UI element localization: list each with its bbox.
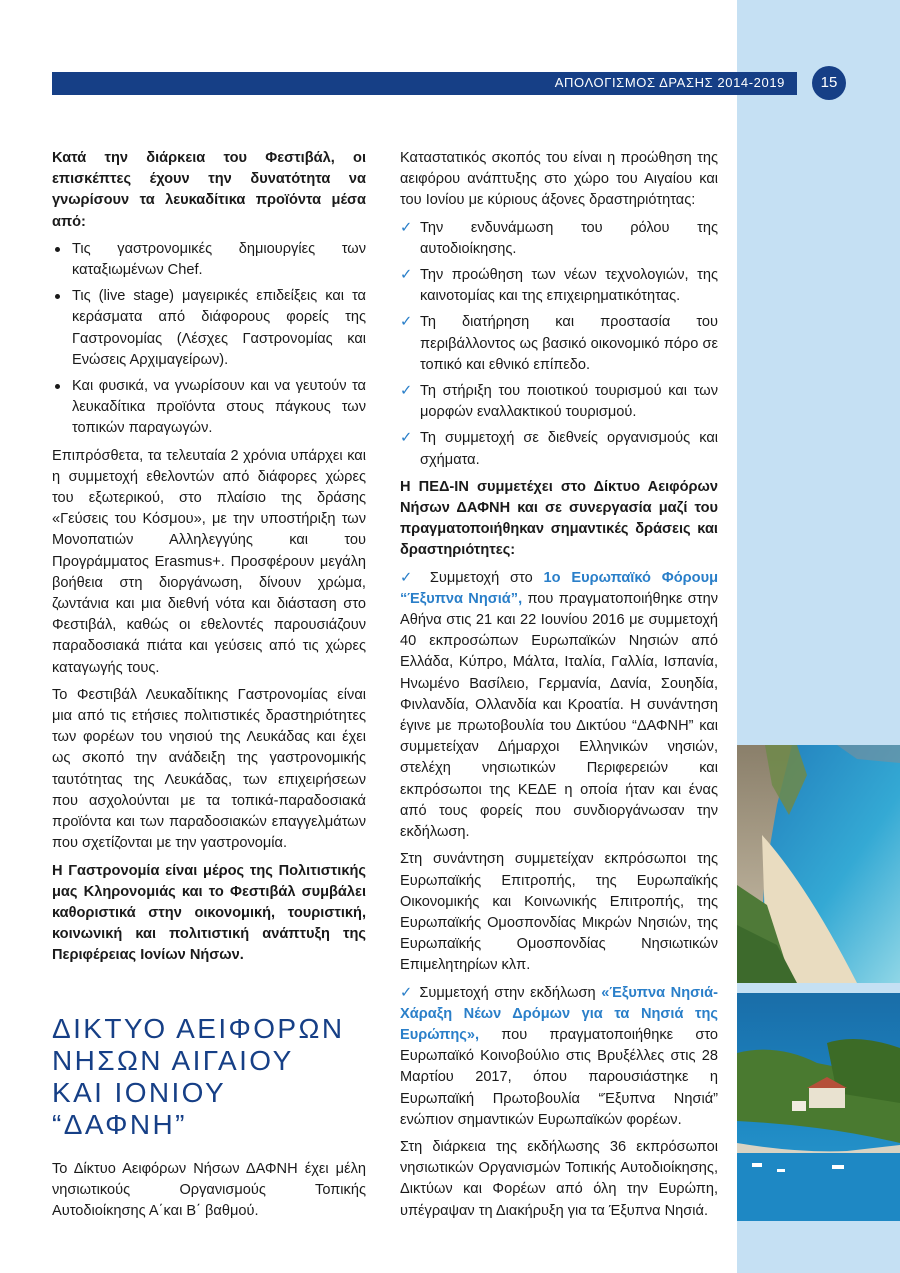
event-title: «Έξυπνα Νησιά-Χάραξη Νέων Δρόμων για τα Νησιά της Ευρώπης», [400,984,718,1043]
forum-paragraph: ✓ Συμμετοχή στο 1ο Ευρωπαϊκό Φόρουμ “Έξυπνα Νησιά”, που πραγματοποιήθηκε στην Αθήνα στις 21 και 22 Ιουνίου 2016 με συμμετοχή 40 εκπροσώπων Ευρωπαϊκών Νησιών από Ελλάδα, Κύπρο, Μάλτα, Ιταλία, Γαλλία, Ισπανία, Ηνωμένο Βασίλειο, Γερμανία, Δανία, Σουηδία, Φινλανδία, Ολλανδία και Κροατία. Η συνάντηση έγινε με πρωτοβουλία του Δικτύου “ΔΑΦΝΗ” και συμμετείχαν Δήμαρχοι Ελληνικών νησιών, στελέχη νησιωτικών Περιφερειών και εκπρόσωποι της ΚΕΔΕ η οποία ήταν και ένας από τους φορείς που συνδιοργάνωσαν την εκδήλωση. [400,569,719,841]
network-paragraph: Το Δίκτυο Αειφόρων Νήσων ΔΑΦΝΗ έχει μέλη νησιωτικούς Οργανισμούς Τοπικής Αυτοδιοίκησης Α΄και Β΄ βαθμού. [52,1160,366,1219]
harbor-photo [737,993,900,1221]
declaration-paragraph: Στη διάρκεια της εκδήλωσης 36 εκπρόσωποι νησιωτικών Οργανισμών Τοπικής Αυτοδιοίκησης, Δικτύων και Φορέων από όλη την Ευρώπη, υπέγραψαν τη Διακήρυξη για τα Έξυπνα Νησιά. [400,1138,718,1219]
list-item: Και φυσικά, να γνωρίσουν και να γευτούν τα λευκαδίτικα προϊόντα στους πάγκους των τοπικών παραγωγών. [52,376,366,440]
list-item: Τις γαστρονομικές δημιουργίες των καταξιωμένων Chef. [52,239,366,281]
list-item: ✓ Την ενδυνάμωση του ρόλου της αυτοδιοίκησης. [400,219,718,257]
check-list [400,218,718,471]
list-item: Τις (live stage) μαγειρικές επιδείξεις και τα κεράσματα από διάφορους φορείς της Γαστρονομίας (Λέσχες Γαστρονομίας και Ενώσεις Αρχιμαγείρων). [52,286,366,371]
list-item: ✓ Την προώθηση των νέων τεχνολογιών, της καινοτομίας και της επιχειρηματικότητας. [400,267,718,305]
volunteers-paragraph: Επιπρόσθετα, τα τελευταία 2 χρόνια υπάρχει και η συμμετοχή εθελοντών από διάφορες χώρες του εξωτερικού, στο πλαίσιο της δράσης «Γεύσεις του Κόσμου», με την υποστήριξη των Μονοπατιών Αλληλεγγύης και του Προγράμματος Erasmus+. Προσφέρουν μεγάλη βοήθεια στη διοργάνωση, δίνουν χρώμα, ζωντάνια και μια διεθνή νότα και διάσταση στο Φεστιβάλ, καθώς οι εθελοντές παρουσιάζουν παραδοσιακά πιάτα και γεύσεις από τις χώρες καταγωγής τους. [52,447,366,676]
bullet-list [52,239,366,440]
participants-paragraph: Στη συνάντηση συμμετείχαν εκπρόσωποι της Ευρωπαϊκής Επιτροπής, της Ευρωπαϊκής Οικονομικής και Κοινωνικής Επιτροπής, της Ευρωπαϊκής Ομοσπονδίας Μικρών Νησιών, της Ευρωπαϊκής Ομοσπονδίας Νησιωτικών Επιμελητηρίων κλπ. [400,851,718,974]
intro-paragraph: Κατά την διάρκεια του Φεστιβάλ, οι επισκέπτες έχουν την δυνατότητα να γνωρίσουν τα λευκαδίτικα προϊόντα μέσα από: [52,150,366,230]
section-heading [52,1013,366,1141]
list-item: ✓ Τη συμμετοχή σε διεθνείς οργανισμούς και σχήματα. [400,430,718,468]
check-icon: ✓ [400,383,413,400]
heading-line: ΔΙΚΤΥΟ ΑΕΙΦΟΡΩΝ [52,1012,345,1044]
heritage-paragraph: Η Γαστρονομία είναι μέρος της Πολιτιστικής μας Κληρονομιάς και το Φεστιβάλ συμβάλει καθοριστικά στην οικονομική, τουριστική, κοινωνική και πολιτιστική ανάπτυξη της Περιφέρειας Ιονίων Νήσων. [52,862,366,964]
left-column [52,148,366,1228]
beach-photo [737,745,900,983]
check-icon: ✓ [400,984,414,1001]
check-icon: ✓ [400,569,419,586]
right-column [400,148,718,1228]
list-item: ✓ Τη διατήρηση και προστασία του περιβάλλοντος ως βασικό οικονομικό πόρο σε τοπικό και εθνικό επίπεδο. [400,314,718,373]
forum-title: 1ο Ευρωπαϊκό Φόρουμ “Έξυπνα Νησιά”, [400,569,719,607]
header-title: ΑΠΟΛΟΓΙΣΜΟΣ ΔΡΑΣΗΣ 2014-2019 [554,75,785,90]
header-bar [52,72,797,95]
heading-line: ΝΗΣΩΝ ΑΙΓΑΙΟΥ [52,1044,294,1076]
heading-line: ΚΑΙ ΙΟΝΙΟΥ [52,1076,227,1108]
event-paragraph: ✓ Συμμετοχή στην εκδήλωση «Έξυπνα Νησιά-Χάραξη Νέων Δρόμων για τα Νησιά της Ευρώπης», που πραγματοποιήθηκε στο Ευρωπαϊκό Κοινοβούλιο στις Βρυξέλλες στις 28 Μαρτίου 2017, όπου παρουσιάστηκε η Ευρωπαϊκή Πρωτοβουλία “Έξυπνα Νησιά” ενώπιον σημαντικών Ευρωπαϊκών φορέων. [400,984,718,1128]
collaboration-paragraph: Η ΠΕΔ-ΙΝ συμμετέχει στο Δίκτυο Αειφόρων Νήσων ΔΑΦΝΗ και σε συνεργασία μαζί του πραγματοποιήθηκαν σημαντικές δράσεις και δραστηριότητες: [400,478,718,559]
festival-paragraph: Το Φεστιβάλ Λευκαδίτικης Γαστρονομίας είναι μια από τις ετήσιες πολιτιστικές δραστηριότητες των φορέων του νησιού της Λευκάδας και έχει ως σκοπό την ανάδειξη της γαστρονομικής ταυτότητας της Λευκάδας, των επιχειρήσεων που ασχολούνται με τα τοπικά-παραδοσιακά προϊόντα και των παραδοσιακών επαγγελμάτων που σχετίζονται με την γαστρονομία. [52,686,366,852]
check-icon: ✓ [400,430,413,447]
check-icon: ✓ [400,314,413,331]
list-item: ✓ Τη στήριξη του ποιοτικού τουρισμού και των μορφών εναλλακτικού τουρισμού. [400,383,718,421]
purpose-paragraph: Καταστατικός σκοπός του είναι η προώθηση της αειφόρου ανάπτυξης στο χώρο του Αιγαίου και του Ιονίου με κύριους άξονες δραστηριότητας: [400,150,718,209]
check-icon: ✓ [400,219,413,236]
page-number: 15 [812,66,846,100]
heading-line: “ΔΑΦΝΗ” [52,1108,187,1140]
check-icon: ✓ [400,267,413,284]
